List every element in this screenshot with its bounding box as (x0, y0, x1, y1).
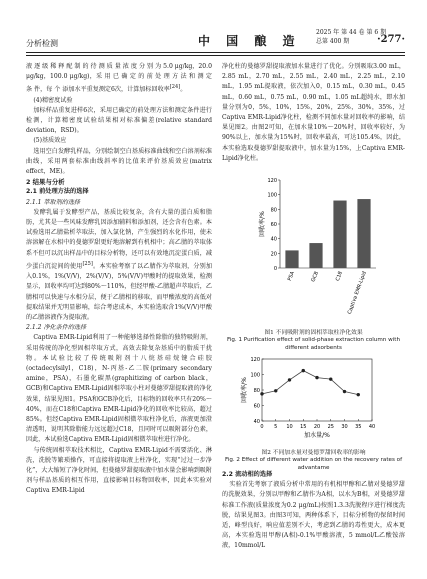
x-tick-label: 30 (341, 424, 348, 430)
paragraph: 净化柱的曼德罗甜提取液加水量进行了优化。分别吸取3.00 mL，2.85 mL，2.70 mL，2.55 mL，2.40 mL，2.25 mL，2.10 mL，1.95 mL提取液，依次加入0，0.15 mL，0.30 mL，0.45 mL，0.60 mL，0.75 mL，0.90 mL，1.05 mL超纯水，即水加量分别为0，5%，10%，15%，20%，25%，30%，35%，过Captiva EMR-Lipid净化柱，检测不同加水量对回收率的影响，结果见图2。由图2可知，在加水量10%～20%时，回收率较好，为90%以上，加水量为15%时，回收率最高，可达105.4%，因此，本实验选取曼德罗甜提取液中，加水量为15%，上Captiva EMR-Lipid净化柱。 (222, 63, 405, 162)
x-tick-label: 20 (313, 424, 321, 430)
y-tick-label: 100 (250, 372, 260, 379)
citation: [25] (82, 260, 93, 267)
figure-caption-en: Fig. 2 Effect of different water addition on the recovery rates of (224, 457, 403, 463)
data-point (260, 392, 263, 395)
x-tick-label: 25 (327, 424, 334, 430)
total-issue-line: 总第 400 期 (316, 38, 350, 45)
header-rule-thin (26, 55, 405, 56)
header-rule (26, 52, 405, 53)
text: 。本实验考察了以乙腈作为萃取剂，分别加入0.1%，1%(V/V)，2%(V/V)，5%(V/V)甲酸时的提取效果，检测显示，回收率均可达到80%～110%，但经甲酸-乙腈超声萃取后，乙腈相可以快速与水相分层，便于乙腈相的移取，而甲酸浓度的高低对提取结果并无明显影响，综合考虑成本，本实验选取含1%(V/V)甲酸的乙腈溶液作为提取液。 (26, 262, 213, 321)
paragraph: 选用空白发酵乳样品，分别绘制空白基质标准曲线和空白溶剂标准曲线，采用两套标准曲线斜率的比值来评价基质效应(matrix effect，ME)。 (26, 147, 212, 176)
y-tick-label: 80 (253, 388, 260, 394)
data-point (343, 390, 346, 393)
bar (309, 243, 322, 268)
x-tick-label: 40 (368, 424, 376, 430)
y-tick-label: 80 (270, 207, 277, 214)
text: 液 逐 级 稀 释 配 制 的 待 测 质 量 浓 度 分 别 为 5.0 μg/kg，20.0 μg/kg，100.0 μg/kg)，采 用 已 确 定 的 前 处 理 方 法 和 测 定 条 件，每 个 添加水平重复测定6次，计算加标回收率 (26, 63, 212, 94)
line-chart (222, 353, 405, 445)
y-tick-label: 40 (253, 419, 260, 425)
x-tick-label: PSA (286, 270, 296, 282)
x-axis-label: 加水量/% (304, 432, 330, 439)
figure-caption-en: different adsorbents (285, 344, 342, 351)
page-number: ·277· (377, 34, 405, 45)
data-point (329, 377, 332, 380)
bar (333, 201, 346, 268)
y-tick-label: 120 (250, 357, 260, 363)
subheading: (5)基质效应 (33, 137, 67, 145)
paragraph: Captiva EMR-Lipid利用了一种能够选择性除脂的独特吸附剂，采用传统的净化型固相萃取方式，高效去除复杂基质中的脂质干扰物。本试验比较了传统吸附剂十八烷基硅烷键合硅胶(octadecylsilyl，C18)，N-丙基-乙二胺(primary secondary amine，PSA)，石墨化碳黑(graphitizing of carbon black，GCB)和Captiva EMR-Lipid固相萃取小柱对曼德罗甜提取液的净化效果，结果见图1。PSA和GCB净化后，目标物的回收率只有20%～40%，而在C18和Captiva EMR-Lipid净化的回收率比较高，超过85%。但经Captiva EMR-Lipid固相微萃取柱净化后，溶液更加澄清透明，说明其除脂能力远远超过C18，且同时可以吸附部分色素，因此，本试验选Captiva EMR-Lipid固相微萃取柱进行净化。 (26, 334, 212, 444)
section-heading: 2.1 前处理方法的选择 (26, 188, 89, 196)
x-tick-label: GCB (310, 270, 320, 283)
text: 。 (180, 86, 187, 94)
right-column-lower (222, 470, 405, 552)
text: 发酵乳属于发酵型产品，基质比较复杂，含有大量的蛋白质和脂肪，尤其是一些风味发酵乳因添加辅料和添加剂，还会含有色素。本试验选用乙腈盐析萃取法，加入氯化钠，产生强烈的水化作用，使未溶溶解在水相中的曼德罗甜更好地溶解到有机相中；高乙腈的萃取体系不但可以沉出样品中的目标分析物，还可以有效地沉淀蛋白质，减少蛋白沉淀间的使用 (26, 208, 212, 270)
y-tick-label: 60 (253, 403, 260, 410)
figure-caption: 图1 不同吸附剂的固相萃取柱净化效果 (264, 330, 363, 336)
figure-caption-en: Fig. 1 Purification effect of solid-phase extraction column with (226, 337, 400, 343)
figure-caption-en: advantame (297, 464, 330, 471)
plot-frame (262, 359, 372, 421)
bar (357, 199, 370, 268)
x-tick-label: 10 (286, 424, 293, 430)
y-axis-label: 回收率/% (241, 377, 248, 403)
x-tick-label: 35 (355, 424, 362, 430)
issue-line: 2025 年 第 44 卷 第 6 期 (316, 29, 387, 36)
y-axis-label: 回收率/% (259, 211, 266, 237)
page-header (26, 10, 405, 60)
paragraph: 实验首先考察了液质分析中常用的有机相甲醇和乙腈对曼德罗甜的洗脱效果，分别以甲醇和乙腈作为A相，以水为B相，对曼德罗甜标准工作液(质量浓度为0.2 μg/mL)按照1.3.3洗脱程序进行梯度洗脱，结果见图3。由图3可知，两种体系下，目标分析物的保留时间适，峰型良好，响应值差别不大，考虑到乙腈的毒性更大，成本更高，本实验选用甲醇(A相)-0.1%甲酸溶液，5 mmol/L乙酸铵溶液，10mmol/L (222, 481, 405, 550)
figure-caption: 图2 不同加水量对曼德罗甜回收率的影响 (261, 450, 366, 456)
y-tick-label: 0 (273, 266, 277, 272)
paragraph (26, 208, 212, 323)
left-column (26, 62, 212, 497)
x-tick-label: C18 (334, 270, 344, 282)
section-heading: 2 结果与分析 (26, 178, 65, 187)
section-heading: 2.2 流动相的选择 (222, 471, 273, 478)
paragraph: 加标样品重复进样6次，采用已确定的前处理方法和测定条件进行检测，计算精密度试验结果相对标准偏差(relative standard deviation，RSD)。 (26, 106, 212, 135)
y-tick-label: 40 (270, 236, 277, 243)
citation: [24] (169, 84, 181, 91)
data-point (302, 369, 305, 372)
x-tick-label: Captiva EMR-Lipid (346, 270, 368, 316)
figure-1 (222, 172, 405, 352)
y-tick-label: 120 (267, 178, 277, 184)
bar (285, 250, 298, 268)
subheading: (4)精密度试验 (33, 96, 73, 104)
right-column (222, 62, 405, 164)
y-tick-label: 100 (267, 192, 277, 199)
data-point (288, 378, 291, 381)
issue-info (316, 28, 386, 46)
section-heading: 2.1.1 萃取剂的选择 (26, 198, 81, 206)
data-point (274, 389, 277, 392)
x-tick-label: 15 (300, 424, 307, 430)
x-tick-label: 0 (260, 424, 264, 430)
y-tick-label: 20 (270, 251, 277, 258)
figure-2 (222, 353, 405, 472)
paragraph: 与传统固相萃取技术相比，Captiva EMR-Lipid不需要活化、淋洗，洗脱等繁琐操作，可直接将提取液上柱净化，实现“过过一步净化”，大大缩短了净化时间，但曼德罗甜提取液中加水量会影响到吸附剂与样品基质的相互作用，直接影响目标物回收率，因此本实验对Captiva EMR-Lipid (26, 446, 212, 495)
bar-chart (222, 172, 405, 325)
paragraph (26, 62, 212, 96)
data-point (357, 393, 360, 396)
x-tick-label: 5 (274, 424, 278, 430)
journal-name: 中 国 酿 造 (198, 34, 301, 48)
section-heading: 2.1.2 净化条件的选择 (26, 324, 87, 332)
data-point (315, 376, 318, 379)
y-tick-label: 60 (270, 222, 277, 228)
section-name: 分析检测 (26, 39, 58, 48)
